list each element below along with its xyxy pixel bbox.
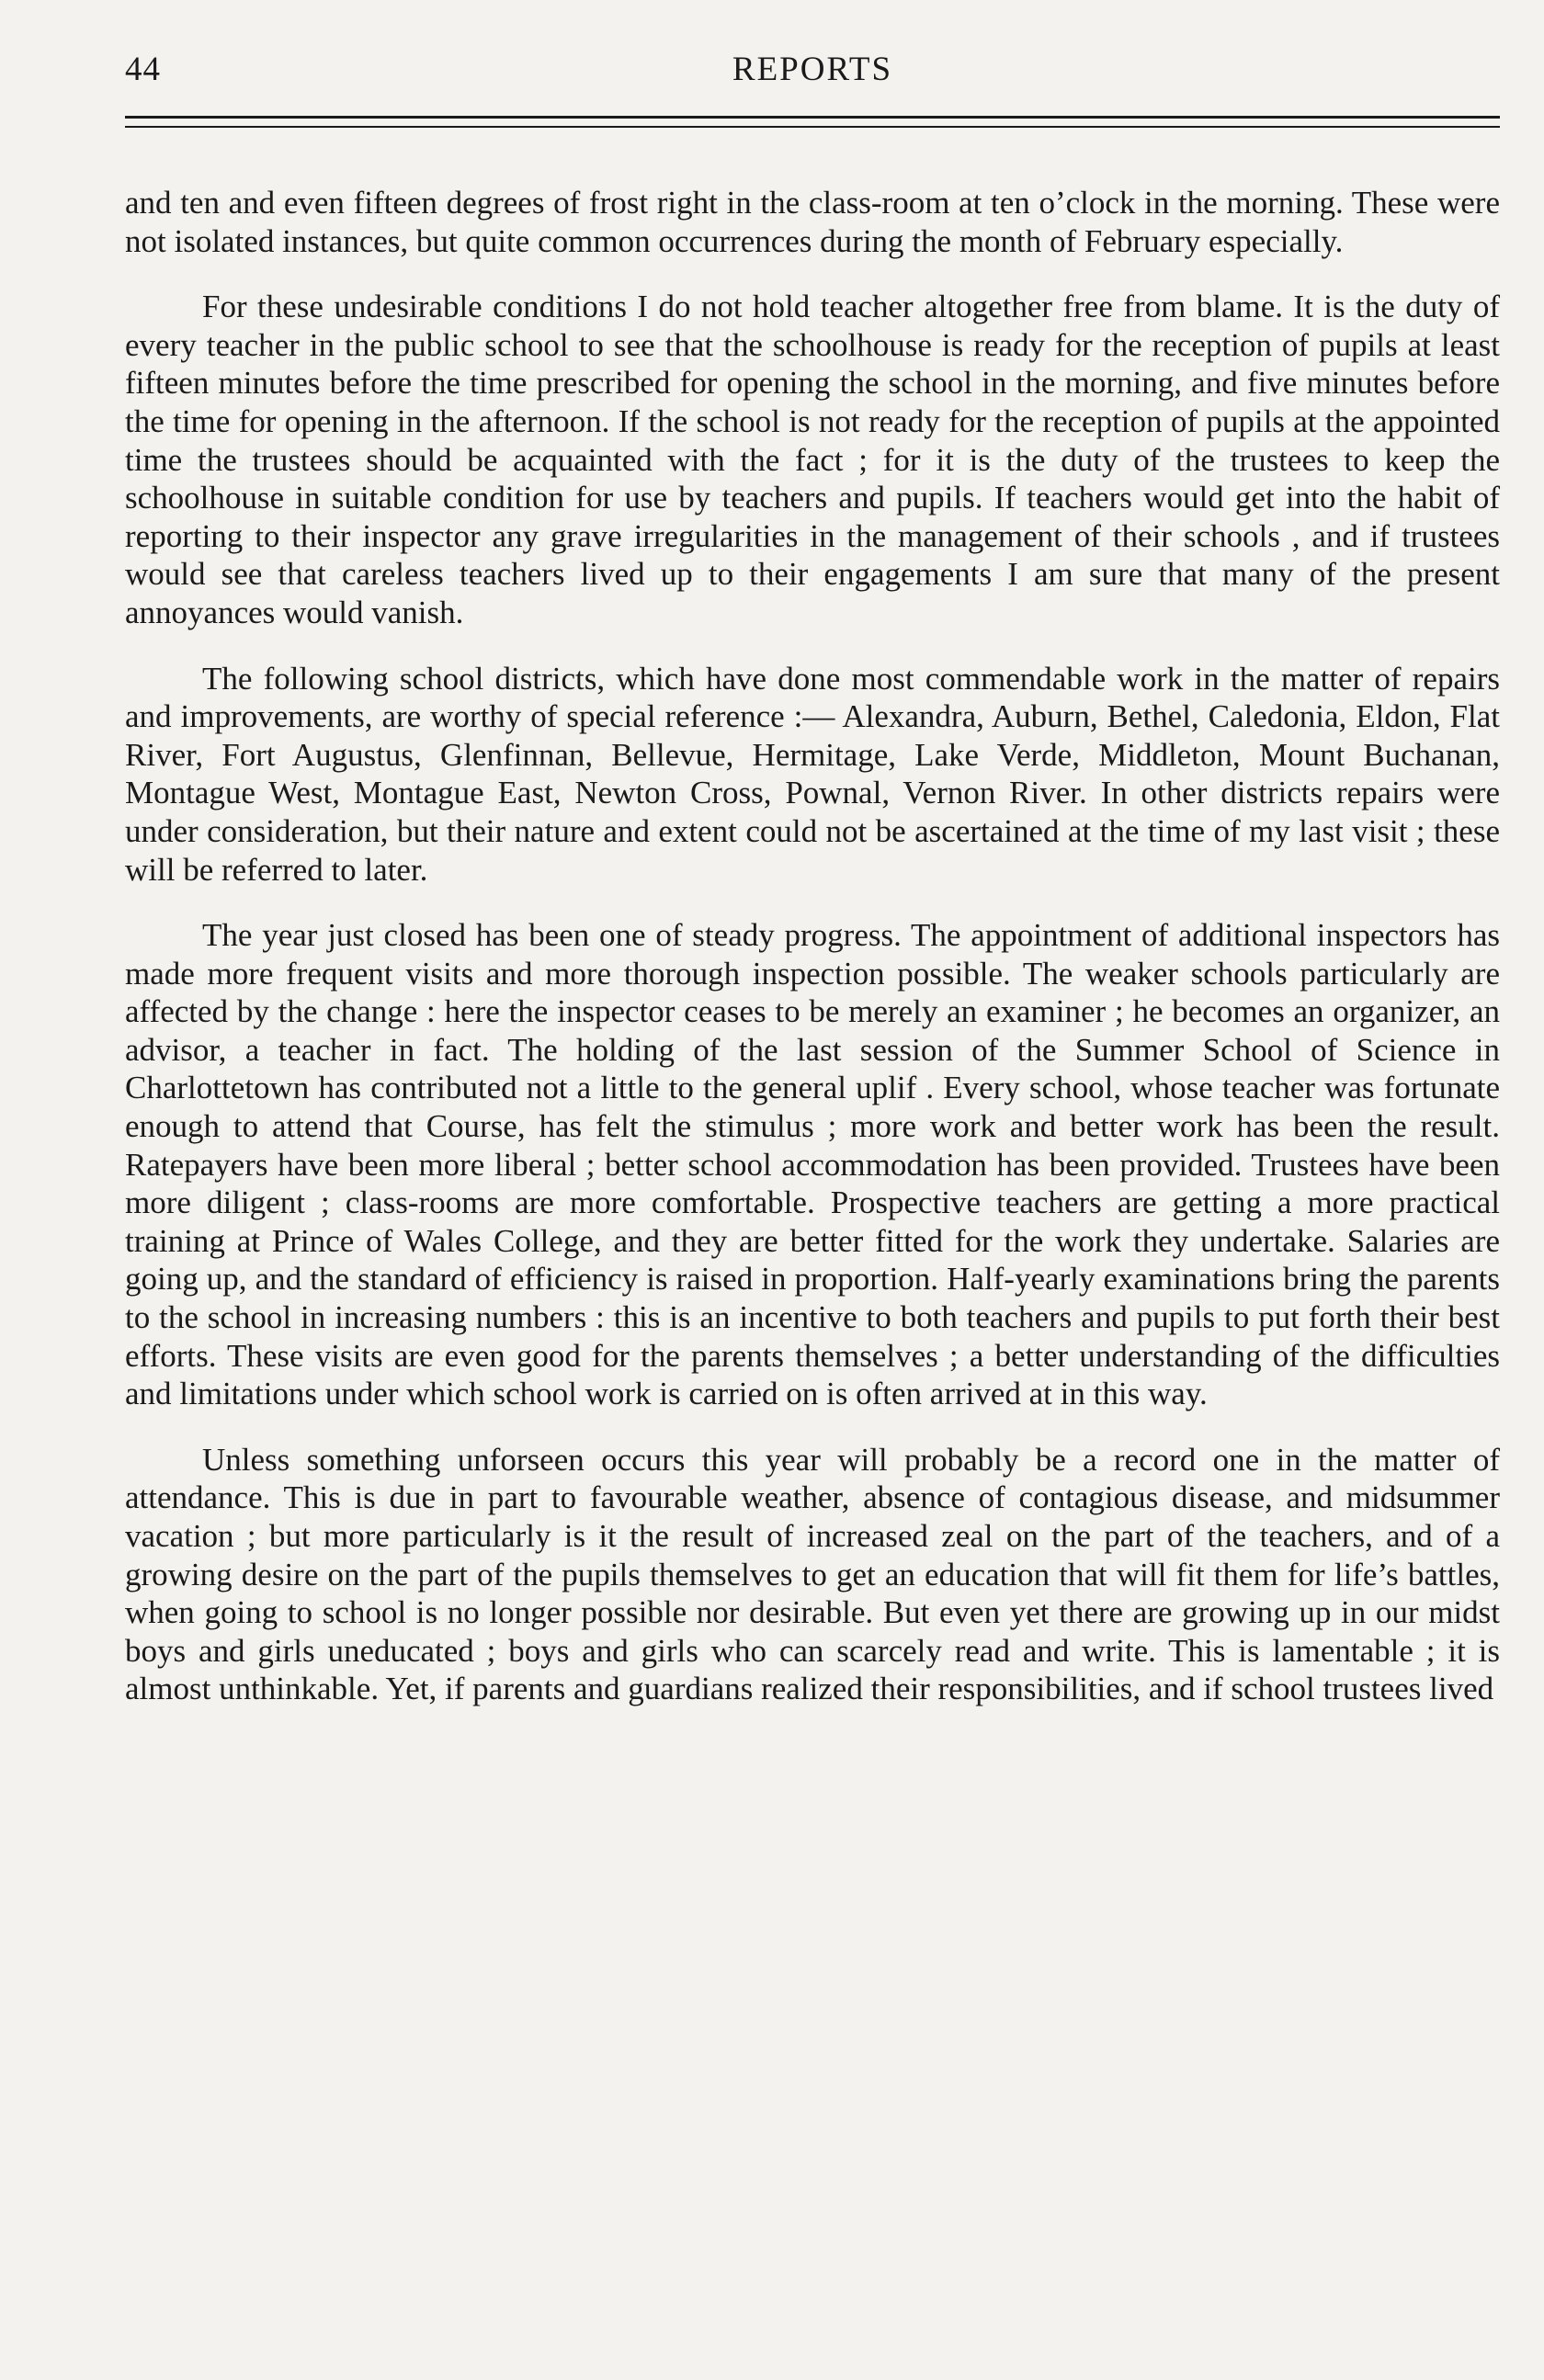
paragraph-attendance: Unless something unforseen occurs this year will probably be a record one in the matter of attendance. This is due in part to favourable weather, absence of contagious disease, and midsummer vacation ; but more particularly is it the result of increased zeal on the part of the teachers, and of a growing desire on the part of the pupils themselves to get an education that will fit them for life’s battles, when going to school is no longer possible nor desirable. But even yet there are growing up in our midst boys and girls uneducated ; boys and girls who can scarcely read and write. This is lamentable ; it is almost unthinkable. Yet, if parents and guardians realized their responsibilities, and if school trustees lived (125, 1441, 1500, 1707)
page (125, 0, 1500, 2380)
header-rule-bottom (125, 126, 1500, 128)
paragraph-teacher-blame: For these undesirable conditions I do not hold teacher altogether free from blame. It is the duty of every teacher in the public school to see that the schoolhouse is ready for the reception of pupils at least fifteen minutes before the time prescribed for opening the school in the morning, and five minutes before the time for opening in the afternoon. If the school is not ready for the reception of pupils at the appointed time the trustees should be acquainted with the fact ; for it is the duty of the trustees to keep the schoolhouse in suitable condition for use by teachers and pupils. If teachers would get into the habit of reporting to their inspector any grave irregularities in the management of their schools , and if trustees would see that careless teachers lived up to their engagements I am sure that many of the present annoyances would vanish. (125, 289, 1500, 630)
header-rule-top (125, 116, 1500, 119)
paragraph-steady-progress: The year just closed has been one of steady progress. The appointment of additional inspectors has made more frequent visits and more thorough inspection possible. The weaker schools particularly are affected by the change : here the inspector ceases to be merely an examiner ; he becomes an organizer, an advisor, a teacher in fact. The holding of the last session of the Summer School of Science in Charlottetown has contributed not a little to the general uplif . Every school, whose teacher was fortunate enough to attend that Course, has felt the stimulus ; more work and better work has been the result. Ratepayers have been more liberal ; better school accommodation has been provided. Trustees have been more diligent ; class-rooms are more comfortable. Prospective teachers are getting a more practical training at Prince of Wales College, and they are better fitted for the work they undertake. Salaries are going up, and the standard of efficiency is raised in proportion. Half-yearly examinations bring the parents to the school in increasing numbers : this is an incentive to both teachers and pupils to put forth their best efforts. These visits are even good for the parents themselves ; a better understanding of the difficulties and limitations under which school work is carried on is often arrived at in this way. (125, 917, 1500, 1412)
running-title: REPORTS (732, 51, 893, 88)
page-number: 44 (125, 51, 161, 88)
paragraph-continued: and ten and even fifteen degrees of frost right in the class-room at ten o’clock in the morning. These were not isolated instances, but quite common occurrences during the month of February especially. (125, 185, 1500, 259)
paragraph-school-districts: The following school districts, which have done most commendable work in the matter of repairs and improvements, are worthy of special reference :— Alexandra, Auburn, Bethel, Caledonia, Eldon, Flat River, Fort Augustus, Glenfinnan, Bellevue, Hermitage, Lake Verde, Middleton, Mount Buchanan, Montague West, Montague East, Newton Cross, Pownal, Vernon River. In other districts repairs were under consideration, but their nature and extent could not be ascertained at the time of my last visit ; these will be referred to later. (125, 660, 1500, 888)
page-header (125, 50, 1500, 96)
body-text (125, 184, 1500, 1736)
